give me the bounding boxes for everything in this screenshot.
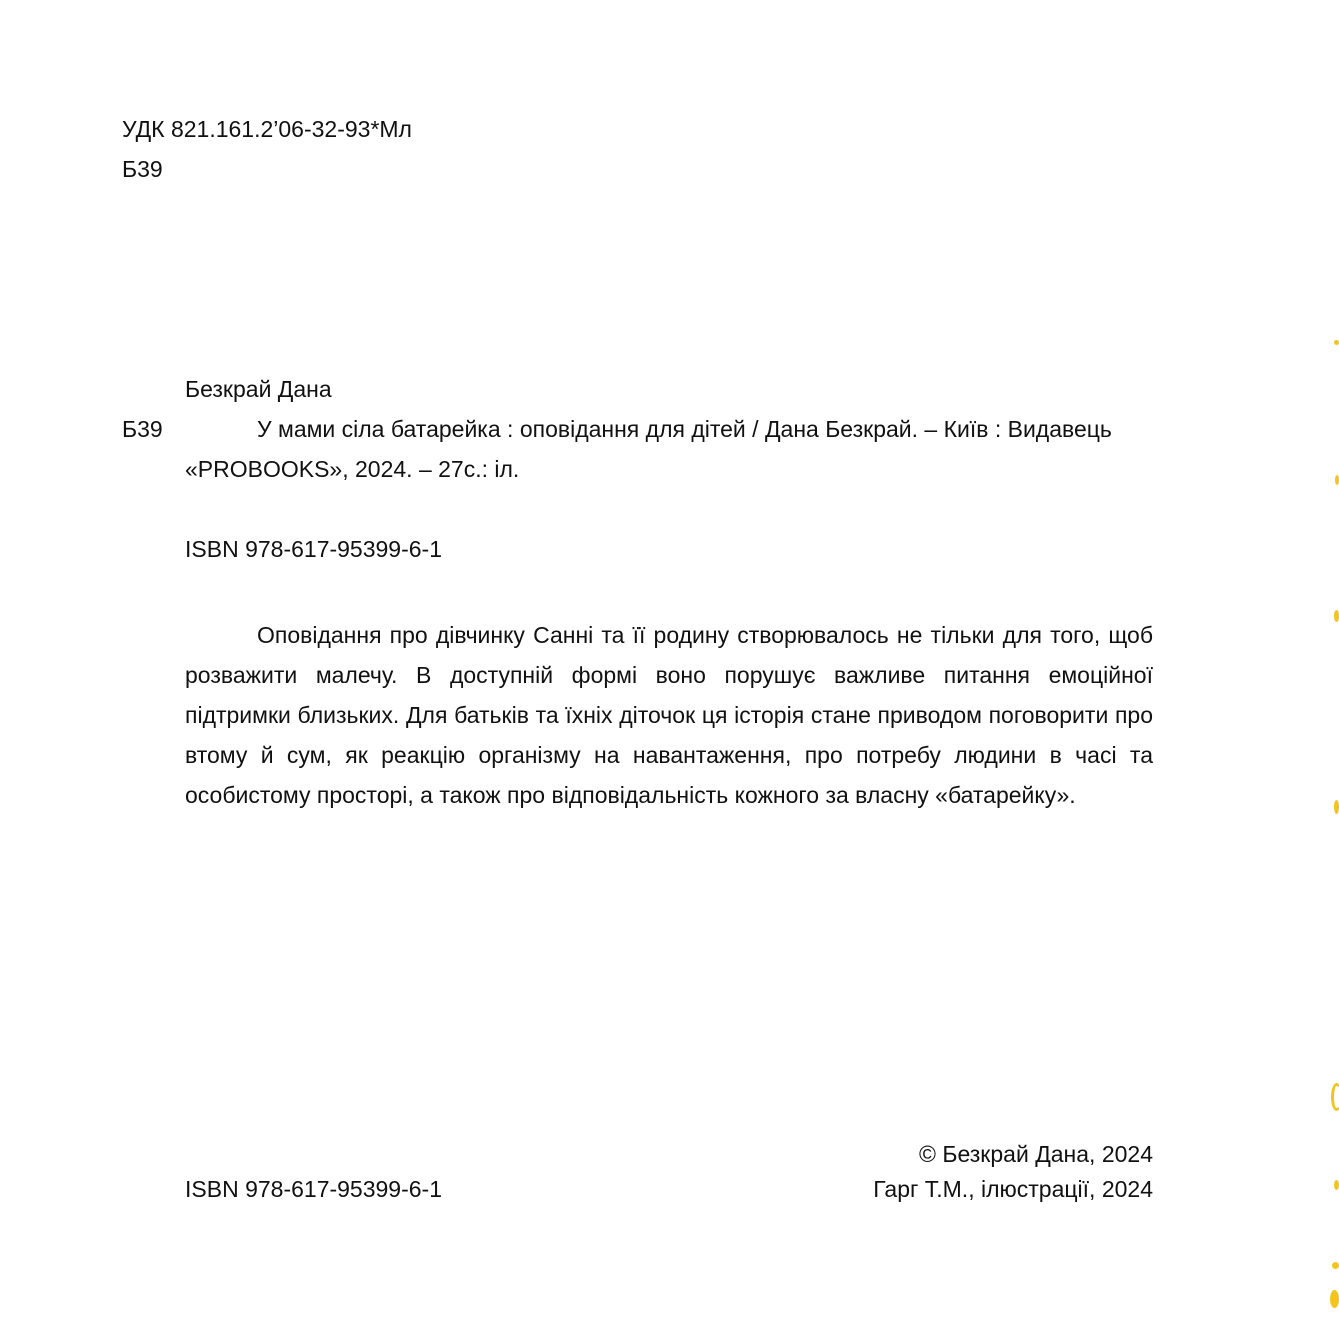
- bibliographic-title-line-2: «PROBOOKS», 2024. – 27с.: іл.: [185, 456, 520, 482]
- author-name: Безкрай Дана: [185, 376, 332, 402]
- decor-dot: [1334, 1180, 1339, 1190]
- decor-dot: [1330, 1290, 1339, 1308]
- decor-dot: [1335, 475, 1339, 485]
- udk-code: УДК 821.161.2’06-32-93*Мл: [122, 116, 412, 142]
- decor-dot: [1334, 340, 1339, 345]
- decor-dot: [1334, 800, 1339, 814]
- decor-dot: [1334, 610, 1339, 622]
- copyright-illustrations: Гарг Т.М., ілюстрації, 2024: [873, 1176, 1153, 1202]
- isbn-bottom: ISBN 978-617-95399-6-1: [185, 1176, 442, 1202]
- author-code-top: Б39: [122, 156, 163, 182]
- decor-ring: [1331, 1083, 1339, 1111]
- annotation-paragraph: Оповідання про дівчинку Санні та її родину створювалось не тільки для того, щоб розважити малечу. В доступній формі воно порушує важливе питання емоційної підтримки близьких. Для батьків та їхніх діточок ця історія стане приводом поговорити про втому й сум, як реакцію організму на навантаження, про потребу людини в часі та особистому просторі, а також про відповідальність кожного за власну «батарейку».: [185, 622, 1153, 808]
- copyright-block: [919, 1134, 1153, 1174]
- isbn-main: ISBN 978-617-95399-6-1: [185, 536, 442, 562]
- author-code-left: Б39: [122, 416, 163, 442]
- decor-dot: [1332, 1262, 1339, 1269]
- bibliographic-title-line-1: У мами сіла батарейка : оповідання для дітей / Дана Безкрай. – Київ : Видавець: [257, 416, 1112, 442]
- copyright-author: © Безкрай Дана, 2024: [919, 1141, 1153, 1167]
